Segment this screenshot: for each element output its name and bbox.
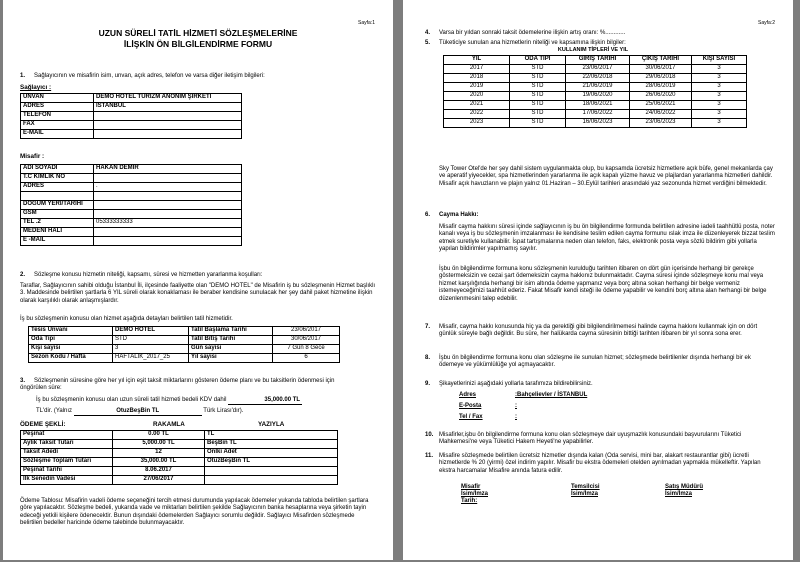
payment-row <box>21 476 338 485</box>
usage-header: ODA TİPİ <box>510 56 566 65</box>
usage-cell: 2022 <box>444 110 510 119</box>
item-9: 9. Şikayetlerinizi aşağıdaki yollarla tarafımıza bildirebilirsiniz. <box>425 381 593 387</box>
section-2-heading: Sözleşme konusu hizmetin niteliği, kapsamı, süresi ve hizmetten yararlanma koşulları: <box>34 272 263 278</box>
provider-label: TELEFON <box>21 112 94 121</box>
signature-representative-title: Temsilcisi <box>571 484 600 490</box>
provider-value: DEMO HOTEL TURİZM ANONİM ŞİRKETİ <box>94 94 242 103</box>
provider-row <box>21 103 242 112</box>
contact-row <box>459 403 719 414</box>
service-table <box>28 326 340 363</box>
usage-cell: 3 <box>692 74 747 83</box>
item-5-text: Tüketiciye sunulan ana hizmetlerin niteliği ve kapsamına ilişkin bilgiler: <box>439 40 626 46</box>
provider-value <box>94 130 242 139</box>
payment-col-numeric: RAKAMLA <box>153 421 185 428</box>
guest-table <box>20 164 242 246</box>
contact-label: Adres <box>459 392 477 398</box>
item-8-text: İşbu ön bilgilendirme formuna konu olan sözleşme ile sunulan hizmet; sözleşmede belirtilenler dışında herhangi bir ek ödemeye ve yükümlülüğe yol açmayacaktır. <box>439 355 751 369</box>
service-value: 3 <box>113 345 189 354</box>
price-line <box>36 397 376 405</box>
usage-cell: 21/06/2019 <box>566 83 630 92</box>
usage-cell: 18/06/2021 <box>566 101 630 110</box>
payment-row <box>21 431 338 440</box>
payment-text: BeşBin TL <box>205 440 338 449</box>
usage-cell: 29/06/2018 <box>630 74 692 83</box>
usage-cell: STD <box>510 83 566 92</box>
usage-cell: 2021 <box>444 101 510 110</box>
usage-row <box>444 119 747 128</box>
guest-row <box>21 192 242 201</box>
item-11-text: Misafire sözleşmede belirtilen ücretsiz hizmetler dışında kalan (Oda servisi, mini bar, alakart restaurantlar gibi) ücretli hizmetlerde % 20 (yirmi) özel indirim yapılır. Misafir bu ekstra ödemeleri otelden ayrılmadan yapmakla mükelleftir. Yapılan ekstra harcamalar Misafire anında fatura edilir. <box>439 453 761 474</box>
signature-manager-line: İsim/İmza <box>665 491 693 497</box>
payment-row <box>21 458 338 467</box>
usage-cell: 23/06/2023 <box>630 119 692 128</box>
provider-table <box>20 93 242 139</box>
hotel-description: Sky Tower Otel'de her şey dahil sistem uygulanmakta olup, bu kapsamda ücretsiz hizmetlere açık büfe, genel mekanlarda çay ve aperatif yiyecekler, spa hizmetlerinden yararlanma ile açık kapalı yüzme havuz ve plajlardan yararlanma hizmetleri dahildir. Misafir açık havuzların ve plajın yalnız 01.Haziran – 30.Eylül tarihleri arasındaki yaz sezonunda hizmet verdiğini bilmektedir. <box>439 166 773 187</box>
payment-label: Peşinat Tarihi <box>21 467 113 476</box>
service-label: Gün sayısı <box>189 345 273 354</box>
usage-cell: 3 <box>692 101 747 110</box>
payment-text <box>205 467 338 476</box>
contact-value: : <box>515 403 517 409</box>
contact-row <box>459 392 719 403</box>
payment-numeric: 5,000.00 TL <box>113 440 205 449</box>
section-1: 1. Sağlayıcının ve misafirin isim, unvan, açık adres, telefon ve varsa diğer iletişim bilgileri: <box>20 73 265 79</box>
provider-label: ADRES <box>21 103 94 112</box>
guest-row <box>21 165 242 174</box>
item-4: 4. Varsa bir yıldan sonraki taksit ödemelerine ilişkin artış oranı: %............ <box>425 30 626 36</box>
guest-value: 05333333333 <box>94 219 242 228</box>
service-row <box>29 345 340 354</box>
payment-table <box>20 430 338 485</box>
item-7: 7. Misafir, cayma hakkı konusunda hiç ya da gerektiği gibi bilgilendirilmemesi halinde cayma hakkını kullanmak için on dört günlük süreyle bağlı değildir. Bu süre, her halükarda cayma süresinin bittiği tarihten itibaren bir yıl sonra sona erer. <box>425 324 775 339</box>
usage-cell: STD <box>510 110 566 119</box>
guest-value <box>94 201 242 210</box>
service-value: 30/06/2017 <box>273 336 340 345</box>
usage-cell: 19/06/2020 <box>566 92 630 101</box>
signature-manager-title: Satış Müdürü <box>665 484 704 490</box>
usage-table <box>443 55 747 128</box>
guest-row <box>21 174 242 183</box>
signature-representative-line: İsim/İmza <box>571 491 599 497</box>
item-11: 11. Misafire sözleşmede belirtilen ücretsiz hizmetler dışında kalan (Oda servisi, mini bar, alakart restaurantlar gibi) ücretli hizmetlerde % 20 (yirmi) özel indirim yapılır. Misafir bu ekstra ödemeleri otelden ayrılmadan yapmakla mükelleftir. Yapılan ekstra harcamalar Misafire anında fatura edilir. <box>425 453 775 475</box>
guest-row <box>21 183 242 192</box>
section-3: 3. Sözleşmenin süresine göre her yıl için eşit taksit miktarlarını gösteren ödeme planı ve bu taksitlerin ödenmesi için öngörülen süre: <box>20 378 335 392</box>
price-words: OtuzBeşBin TL <box>74 408 202 416</box>
form-title-line1: UZUN SÜRELİ TATİL HİZMETİ SÖZLEŞMELERİNE <box>98 28 298 38</box>
usage-cell: 30/06/2017 <box>630 65 692 74</box>
provider-row <box>21 130 242 139</box>
usage-cell: 26/06/2020 <box>630 92 692 101</box>
service-row <box>29 354 340 363</box>
guest-value: . <box>94 183 242 192</box>
contact-label: E-Posta <box>459 403 482 409</box>
guest-label: E -MAİL <box>21 237 94 246</box>
usage-cell: 23/06/2017 <box>566 65 630 74</box>
usage-cell: STD <box>510 74 566 83</box>
signature-guest-line: İsim/İmza <box>461 491 489 497</box>
usage-cell: 17/06/2022 <box>566 110 630 119</box>
contact-block <box>459 392 719 425</box>
usage-cell: 2018 <box>444 74 510 83</box>
page-number: Sayfa:1 <box>358 20 375 26</box>
provider-value <box>94 121 242 130</box>
usage-cell: STD <box>510 101 566 110</box>
usage-row <box>444 110 747 119</box>
service-intro: İş bu sözleşmenin konusu olan hizmet aşağıda detayları belirtilen tatil hizmetidir. <box>20 316 233 322</box>
item-8: 8. İşbu ön bilgilendirme formuna konu olan sözleşme ile sunulan hizmet; sözleşmede belirtilenler dışında herhangi bir ek ödemeye ve yükümlülüğe yol açmayacaktır. <box>425 355 775 370</box>
usage-row <box>444 92 747 101</box>
service-value: STD <box>113 336 189 345</box>
item-5: 5. Tüketiciye sunulan ana hizmetlerin niteliği ve kapsamına ilişkin bilgiler: <box>425 40 626 46</box>
provider-heading: Sağlayıcı : <box>20 84 52 91</box>
item-4-text: Varsa bir yıldan sonraki taksit ödemelerine ilişkin artış oranı: %............ <box>439 30 626 36</box>
page-1 <box>3 0 393 560</box>
provider-row <box>21 121 242 130</box>
usage-row <box>444 65 747 74</box>
service-label: Tesis Ünvanı <box>29 327 113 336</box>
section-3-text: Sözleşmenin süresine göre her yıl için eşit taksit miktarlarını gösteren ödeme planı ve bu taksitlerin ödenmesi için öngörülen süre: <box>20 378 335 392</box>
payment-col-text: YAZIYLA <box>258 421 285 428</box>
guest-row <box>21 201 242 210</box>
usage-cell: 3 <box>692 83 747 92</box>
usage-cell: 2019 <box>444 83 510 92</box>
usage-header: KİŞİ SAYISI <box>692 56 747 65</box>
service-value: HAFTALIK_2017_25 <box>113 354 189 363</box>
service-label: Tatil Başlama Tarihi <box>189 327 273 336</box>
price-words-prefix: TL'dir. (Yalnız <box>36 408 73 414</box>
contact-value: : <box>515 414 517 420</box>
guest-row <box>21 228 242 237</box>
usage-row <box>444 101 747 110</box>
guest-value <box>94 192 242 201</box>
guest-label: T.C KİMLİK NO <box>21 174 94 183</box>
payment-numeric: 8.06.2017 <box>113 467 205 476</box>
usage-cell: 3 <box>692 110 747 119</box>
service-row <box>29 336 340 345</box>
payment-label: Peşinat <box>21 431 113 440</box>
payment-row <box>21 440 338 449</box>
guest-value: HAKAN DEMİR <box>94 165 242 174</box>
guest-value <box>94 210 242 219</box>
provider-label: E-MAIL <box>21 130 94 139</box>
usage-cell: 3 <box>692 119 747 128</box>
payment-label: Taksit Adedi <box>21 449 113 458</box>
price-prefix: İş bu sözleşmenin konusu olan uzun süreli tatil hizmeti bedeli KDV dahil <box>36 397 227 403</box>
usage-cell: STD <box>510 65 566 74</box>
guest-row <box>21 237 242 246</box>
usage-cell: STD <box>510 92 566 101</box>
item-6-heading: Cayma Hakkı: <box>439 212 479 218</box>
usage-cell: 28/06/2019 <box>630 83 692 92</box>
usage-table-caption: KULLANIM TİPLERİ VE YIL <box>557 47 629 53</box>
usage-cell: 2020 <box>444 92 510 101</box>
payment-row <box>21 467 338 476</box>
payment-label: Aylık Taksit Tutarı <box>21 440 113 449</box>
guest-row <box>21 219 242 228</box>
item-6-p1: Misafir cayma hakkını süresi içinde sağlayıcının iş bu ön bilgilendirme formunda belirtilen adresine iadeli taahhütlü posta, noter kanalı veya iş bu sözleşmenin imzalanması ile kendisine teslim edilen cayma formunu ıslak imza ile düzenleyerek bizzat teslim etmek suretiyle kullanabilir. İspat tartışmalarına neden olan telefon, faks, elektronik posta veya sözlü bildirim gibi yollarla yapılan bildirimler yapılmamış sayılır. <box>439 224 775 253</box>
payment-text: TL <box>205 431 338 440</box>
payment-numeric: 0.00 TL <box>113 431 205 440</box>
item-7-text: Misafir, cayma hakkı konusunda hiç ya da gerektiği gibi bilgilendirilmemesi halinde cayma hakkını kullanmak için on dört günlük süreyle bağlı değildir. Bu süre, her halükarda cayma süresinin bittiği tarihten itibaren bir yıl sonra sona erer. <box>439 324 758 338</box>
service-label: Oda Tipi <box>29 336 113 345</box>
provider-label: UNVAN <box>21 94 94 103</box>
signature-guest-title: Misafir <box>461 484 481 490</box>
provider-row <box>21 94 242 103</box>
provider-value <box>94 112 242 121</box>
item-10-text: Misafirler,işbu ön bilgilendirme formuna konu olan sözleşmeye dair uyuşmazlık konusundaki başvurularını Tüketici Mahkemesi'ne veya Tüketici Hakem Heyeti'ne yapabilirler. <box>439 432 742 446</box>
page-number: Sayfa:2 <box>758 20 775 26</box>
guest-label: MEDENİ HALİ <box>21 228 94 237</box>
section-2: 2. Sözleşme konusu hizmetin niteliği, kapsamı, süresi ve hizmetten yararlanma koşulları: <box>20 272 263 278</box>
signature-guest-date: Tarih: <box>461 498 478 504</box>
contact-row <box>459 414 719 425</box>
guest-label: ADI SOYADI <box>21 165 94 174</box>
signature-guest <box>461 484 488 505</box>
payment-numeric: 35,000.00 TL <box>113 458 205 467</box>
service-label: Tatil Bitiş Tarihi <box>189 336 273 345</box>
usage-header-row <box>444 56 747 65</box>
payment-footer: Ödeme Tablosu: Misafirin vadeli ödeme seçeneğini tercih etmesi durumunda yapılacak ödemeler yukarıda tabloda belirtilen şartlara göre yapılacaktır. Sözleşme bedeli, yukarıda vade ve miktarları belirtilen şekilde Sağlayıcının banka hesaplarına veya şirketin tayin edeceği yetkili kişilere ödenecektir. Bunun dışındaki ödemelerden Sağlayıcı sorumlu değildir. Sağlayıcı Misafirden sözleşmede belirtilen bedeller haricinde ödeme talebinde bulunmayacaktır. <box>20 498 369 527</box>
guest-label: DOĞUM YERİ/TARİHİ <box>21 201 94 210</box>
payment-numeric: 12 <box>113 449 205 458</box>
usage-cell: 24/06/2022 <box>630 110 692 119</box>
service-value: 6 <box>273 354 340 363</box>
usage-header: GİRİŞ TARİHİ <box>566 56 630 65</box>
service-label: Kişi sayısı <box>29 345 113 354</box>
signature-manager <box>665 484 703 498</box>
form-title-line2: İLİŞKİN ÖN BİLGİLENDİRME FORMU <box>123 39 273 49</box>
guest-heading: Misafir : <box>20 153 45 160</box>
usage-cell: 3 <box>692 65 747 74</box>
price-words-line <box>36 408 376 416</box>
item-6-p2: İşbu ön bilgilendirme formuna konu sözleşmenin kurulduğu tarihten itibaren on dört gün içerisinde herhangi bir gerekçe göstermeksizin ve cezai şart ödemeksizin cayma hakkınız bulunmaktadır. Cayma süresi içinde sözleşmeye konu mal veya hizmet karşılığında herhangi bir isim altında ödeme yapmanız veya borç altına sokan herhangi bir belge vermeniz istemeyeceğimizi taahhüt ederiz. Fakat Misafir kendi isteği ile ödeme yapabilir ve kendini borç altına alan herhangi bir belge düzenlenmesini talep edebilir. <box>439 266 767 302</box>
usage-cell: 3 <box>692 92 747 101</box>
item-6: 6. Cayma Hakkı: <box>425 212 479 218</box>
section-2-body: Taraflar, Sağlayıcının sahibi olduğu İstanbul İli, ilçesinde faaliyette olan "DEMO HOTEL" de Misafirin iş bu sözleşmenin Hizmet başlıklı 3. Maddesinde belirtilen şartlarla 6 YIL süreli olarak konaklaması ile beraber kendisine sunulacak her şey dahil paket hizmetine ilişkin olarak karşılıklı olarak anlaşmışlardır. <box>20 283 376 304</box>
guest-label: TEL .2 <box>21 219 94 228</box>
usage-cell: 2023 <box>444 119 510 128</box>
item-9-text: Şikayetlerinizi aşağıdaki yollarla tarafımıza bildirebilirsiniz. <box>439 381 593 387</box>
usage-cell: STD <box>510 119 566 128</box>
guest-value <box>94 237 242 246</box>
usage-cell: 22/06/2018 <box>566 74 630 83</box>
service-label: Sezon Kodu / Hafta <box>29 354 113 363</box>
service-label: Yıl sayısı <box>189 354 273 363</box>
contact-label: Tel / Fax <box>459 414 483 420</box>
guest-value <box>94 228 242 237</box>
usage-header: ÇIKIŞ TARİHİ <box>630 56 692 65</box>
section-1-text: Sağlayıcının ve misafirin isim, unvan, açık adres, telefon ve varsa diğer iletişim bilgileri: <box>34 73 265 79</box>
payment-row <box>21 449 338 458</box>
payment-label: Sözleşme Toplam Tutarı <box>21 458 113 467</box>
usage-row <box>444 74 747 83</box>
usage-cell: 2017 <box>444 65 510 74</box>
provider-label: FAX <box>21 121 94 130</box>
usage-cell: 16/06/2023 <box>566 119 630 128</box>
contact-value: :Bahçelievler / İSTANBUL <box>515 392 588 398</box>
payment-text <box>205 476 338 485</box>
usage-row <box>444 83 747 92</box>
guest-label: ADRES <box>21 183 94 192</box>
guest-label: GSM <box>21 210 94 219</box>
price-words-suffix: Türk Lirası'dır). <box>203 408 244 414</box>
guest-value <box>94 174 242 183</box>
signature-representative <box>571 484 600 498</box>
payment-numeric: 27/06/2017 <box>113 476 205 485</box>
payment-text: OtuzBeşBin TL <box>205 458 338 467</box>
item-10: 10. Misafirler,işbu ön bilgilendirme formuna konu olan sözleşmeye dair uyuşmazlık konusundaki başvurularını Tüketici Mahkemesi'ne veya Tüketici Hakem Heyeti'ne yapabilirler. <box>425 432 775 447</box>
service-value: 23/06/2017 <box>273 327 340 336</box>
guest-row <box>21 210 242 219</box>
guest-label <box>21 192 94 201</box>
service-row <box>29 327 340 336</box>
payment-label: İlk Senedin Vadesi <box>21 476 113 485</box>
provider-value: İSTANBUL <box>94 103 242 112</box>
usage-cell: 25/06/2021 <box>630 101 692 110</box>
service-value: DEMO HOTEL <box>113 327 189 336</box>
service-value: 7 Gün 8 Gece <box>273 345 340 354</box>
price-amount: 35,000.00 TL <box>228 397 302 405</box>
provider-row <box>21 112 242 121</box>
payment-text: Onİki Adet <box>205 449 338 458</box>
payment-heading: ÖDEME ŞEKLİ: <box>20 421 66 428</box>
page-2 <box>403 0 793 560</box>
usage-header: YIL <box>444 56 510 65</box>
